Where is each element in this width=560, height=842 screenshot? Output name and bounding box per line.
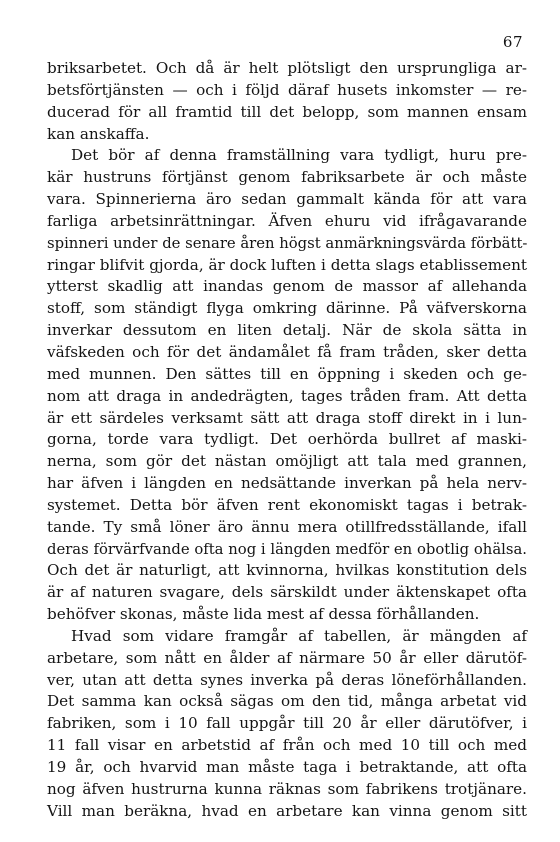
- body-text: [47, 58, 527, 823]
- text-line: briksarbetet. Och då är helt plötsligt den ursprungliga ar-: [47, 59, 527, 77]
- text-line: farliga arbetsinrättningar. Äfven ehuru vid ifrågavarande: [47, 211, 527, 230]
- text-line: Det bör af denna framställning vara tydligt, huru pre-: [71, 146, 527, 165]
- text-line: 11 fall visar en arbetstid af från och med 10 till och med: [47, 736, 527, 755]
- text-line: systemet. Detta bör äfven rent ekonomiskt tagas i betrak-: [47, 495, 527, 514]
- text-line: ytterst skadlig att inandas genom de massor af allehanda: [47, 277, 527, 296]
- text-line: ringar blifvit gjorda, är dock luften i detta slags etablissement: [47, 255, 527, 274]
- text-line: ducerad för all framtid till det belopp, som mannen ensam: [47, 102, 527, 121]
- text-line: nom att draga in andedrägten, tages tråden fram. Att detta: [47, 386, 527, 405]
- text-line: Vill man beräkna, hvad en arbetare kan vinna genom sitt: [47, 801, 527, 820]
- text-line: betsförtjänsten — och i följd däraf husets inkomster — re-: [47, 80, 527, 99]
- text-line: har äfven i längden en nedsättande inverkan på hela nerv-: [47, 474, 527, 493]
- text-line: fabriken, som i 10 fall uppgår till 20 år eller därutöfver, i: [47, 714, 527, 733]
- text-line: Och det är naturligt, att kvinnorna, hvilkas konstitution dels: [47, 561, 527, 580]
- page-number: 67: [502, 33, 523, 51]
- text-line: nog äfven hustrurna kunna räknas som fabrikens trotjänare.: [47, 779, 527, 798]
- text-line: stoff, som ständigt flyga omkring därinne. På väfverskorna: [47, 299, 527, 318]
- text-line: deras förvärfvande ofta nog i längden medför en obotlig ohälsa.: [47, 540, 527, 558]
- text-line: med munnen. Den sättes till en öppning i skeden och ge-: [47, 364, 527, 383]
- text-line: tande. Ty små löner äro ännu mera otillfredsställande, ifall: [47, 517, 527, 536]
- text-line: kan anskaffa.: [47, 124, 150, 143]
- text-line: 19 år, och hvarvid man måste taga i betraktande, att ofta: [47, 758, 527, 776]
- text-line: ver, utan att detta synes inverka på deras löneförhållanden.: [47, 670, 527, 689]
- text-line: spinneri under de senare åren högst anmärkningsvärda förbätt-: [47, 234, 528, 252]
- text-line: Det samma kan också sägas om den tid, många arbetat vid: [47, 692, 527, 711]
- text-line: Hvad som vidare framgår af tabellen, är mängden af: [71, 626, 527, 645]
- text-line: behöfver skonas, måste lida mest af dessa förhållanden.: [47, 605, 480, 624]
- text-line: är af naturen svagare, dels särskildt under äktenskapet ofta: [47, 583, 527, 602]
- text-line: är ett särdeles verksamt sätt att draga stoff direkt in i lun-: [47, 408, 527, 427]
- text-line: inverkar dessutom en liten detalj. När de skola sätta in: [47, 321, 527, 340]
- text-line: väfskeden och för det ändamålet få fram tråden, sker detta: [47, 342, 527, 361]
- text-line: nerna, som gör det nästan omöjligt att tala med grannen,: [47, 452, 527, 471]
- text-line: gorna, torde vara tydligt. Det oerhörda bullret af maski-: [47, 430, 527, 449]
- text-line: arbetare, som nått en ålder af närmare 50 år eller därutöf-: [47, 648, 527, 667]
- text-line: kär hustruns förtjänst genom fabriksarbete är och måste: [47, 168, 527, 187]
- text-line: vara. Spinnerierna äro sedan gammalt kända för att vara: [47, 190, 527, 209]
